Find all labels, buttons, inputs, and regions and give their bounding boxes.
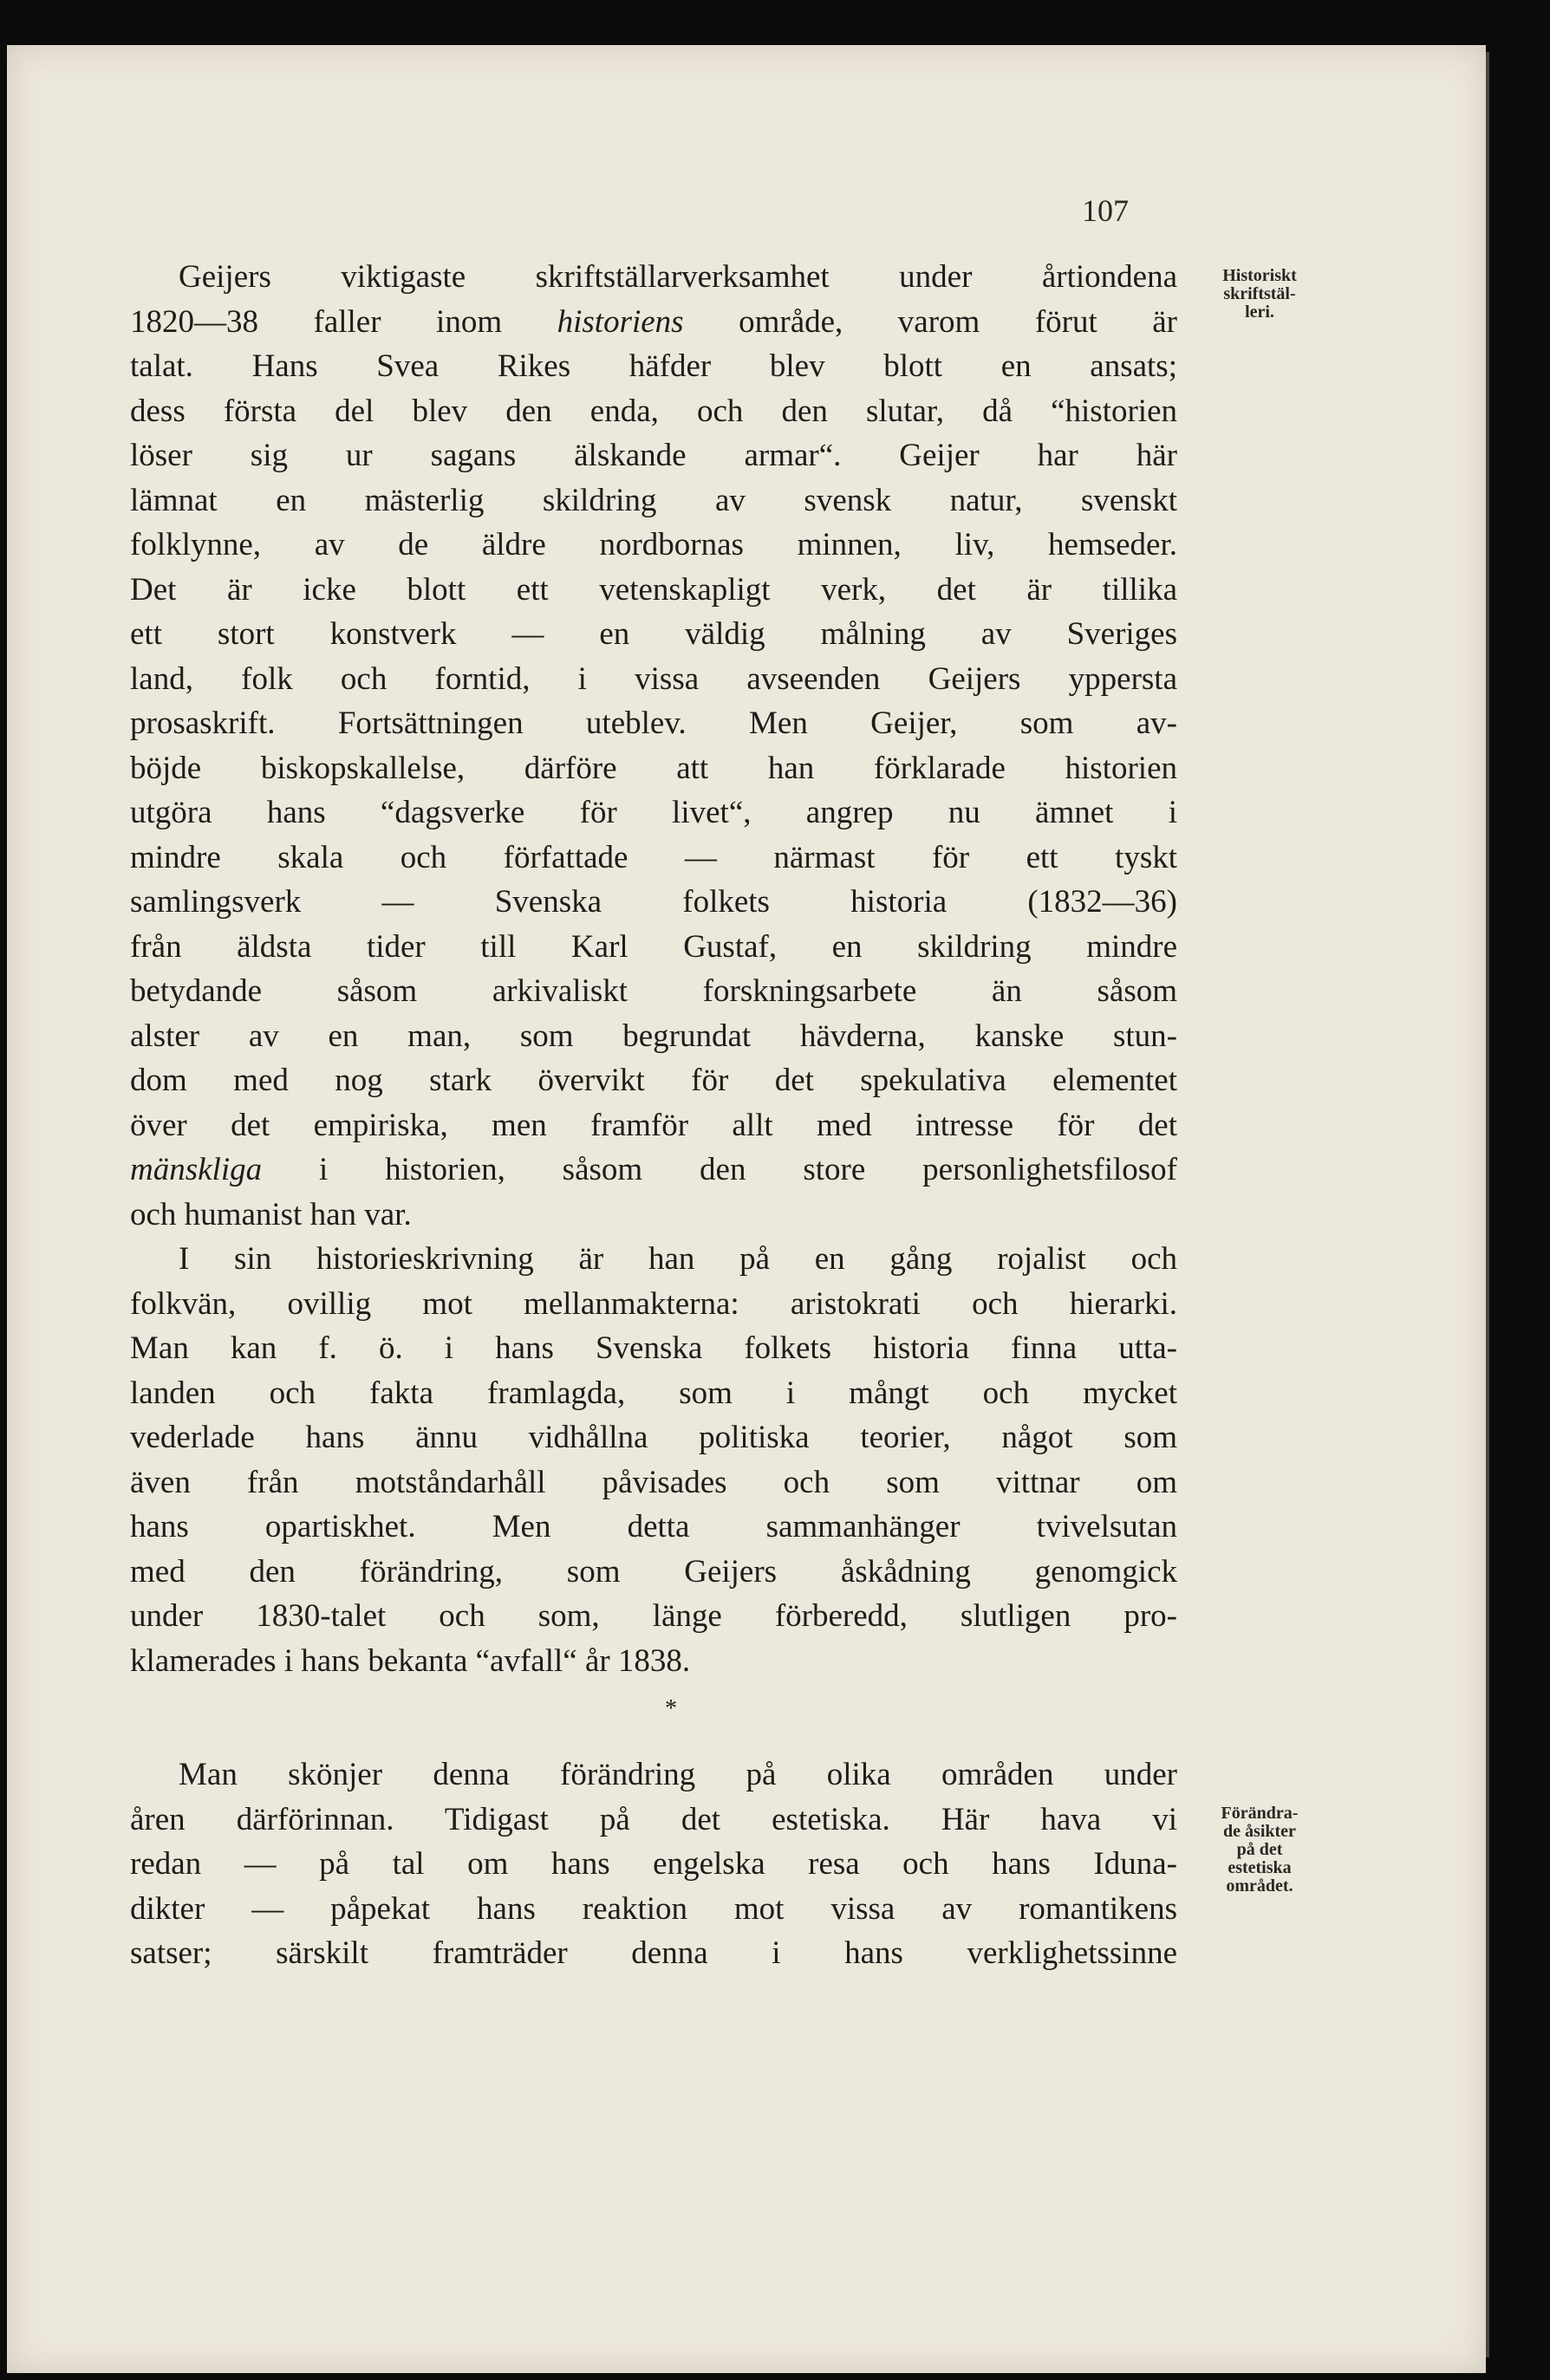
margin-note-forandrade [1195,1805,1325,1896]
text-line: utgöra hans “dagsverke för livet“, angrep nu ämnet i [130,795,1177,830]
margin-note-line: leri. [1245,302,1274,322]
text-line: Man skönjer denna förändring på olika områden under [179,1757,1177,1792]
margin-note-line: de åsikter [1223,1822,1296,1841]
text-line: även från motståndarhåll påvisades och som vittnar om [130,1464,1177,1500]
section-separator: * [665,1695,677,1722]
text-line: klamerades i hans bekanta “avfall“ år 1838. [130,1642,691,1679]
text-line [130,1148,1177,1193]
body-text [130,255,1177,1976]
text-line: Det är icke blott ett vetenskapligt verk, det är tillika [130,571,1177,608]
text-line: under 1830-talet och som, länge förberedd, slutligen pro- [130,1598,1177,1634]
text-line: redan — på tal om hans engelska resa och hans Iduna- [130,1846,1177,1882]
text-line [130,300,1177,345]
text-line: åren därförinnan. Tidigast på det estetiska. Här hava vi [130,1801,1177,1837]
text-line: land, folk och forntid, i vissa avseenden Geijers yppersta [130,660,1177,697]
page-edge [1486,52,1489,2357]
text-line: lämnat en mästerlig skildring av svensk natur, svenskt [130,482,1177,518]
text-line: Geijers viktigaste skriftställarverksamhet under årtiondena [179,259,1177,295]
margin-note-line: på det [1236,1840,1283,1859]
text-line: dikter — påpekat hans reaktion mot vissa av romantikens [130,1890,1177,1927]
text-line: dess första del blev den enda, och den slutar, då “historien [130,393,1177,429]
text-line: från äldsta tider till Karl Gustaf, en skildring mindre [130,928,1177,965]
margin-note-line: estetiska [1228,1858,1292,1877]
margin-note-line: Historiskt [1222,266,1297,285]
paragraph-3 [130,1752,1177,1976]
text-line: böjde biskopskallelse, därföre att han förklarade historien [130,750,1177,786]
text-segment: 1820—38 faller inom [130,303,557,340]
text-line: ett stort konstverk — en väldig målning av Sveriges [130,616,1177,652]
text-line: satser; särskilt framträder denna i hans verklighetssinne [130,1935,1177,1971]
text-line: och humanist han var. [130,1196,412,1232]
text-line: över det empiriska, men framför allt med intresse för det [130,1107,1177,1143]
text-line: samlingsverk — Svenska folkets historia (1832—36) [130,884,1177,920]
text-line: dom med nog stark övervikt för det spekulativa elementet [130,1063,1177,1098]
text-segment: område, varom förut är [683,303,1177,340]
text-line: folklynne, av de äldre nordbornas minnen, liv, hemseder. [130,527,1177,562]
italic-word-manskliga: mänskliga [130,1152,263,1187]
italic-word-historiens: historiens [557,303,684,340]
margin-note-line: Förändra- [1221,1804,1299,1823]
text-line: alster av en man, som begrundat hävderna, kanske stun- [130,1018,1177,1054]
text-line: I sin historieskrivning är han på en gång rojalist och [179,1241,1177,1277]
text-segment: i historien, såsom den store personlighetsfilosof [262,1152,1177,1187]
text-line: talat. Hans Svea Rikes häfder blev blott en ansats; [130,348,1177,384]
page-number: 107 [1082,193,1129,228]
paragraph-1 [130,255,1177,1237]
text-line: landen och fakta framlagda, som i mångt och mycket [130,1375,1177,1411]
text-line: betydande såsom arkivaliskt forskningsarbete än såsom [130,973,1177,1009]
text-line: löser sig ur sagans älskande armar“. Geijer har här [130,438,1177,473]
text-line: mindre skala och författade — närmast för ett tyskt [130,839,1177,875]
margin-note-line: skriftstäl- [1223,284,1296,303]
text-line: hans opartiskhet. Men detta sammanhänger tvivelsutan [130,1509,1177,1544]
margin-note-line: området. [1226,1876,1293,1896]
paragraph-2 [130,1237,1177,1683]
text-line: Man kan f. ö. i hans Svenska folkets historia finna utta- [130,1330,1177,1366]
text-line: med den förändring, som Geijers åskådning genomgick [130,1553,1177,1590]
text-line: vederlade hans ännu vidhållna politiska teorier, något som [130,1420,1177,1455]
text-line: folkvän, ovillig mot mellanmakterna: aristokrati och hierarki. [130,1285,1177,1322]
margin-note-historiskt [1195,267,1325,322]
text-line: prosaskrift. Fortsättningen uteblev. Men Geijer, som av- [130,706,1177,741]
